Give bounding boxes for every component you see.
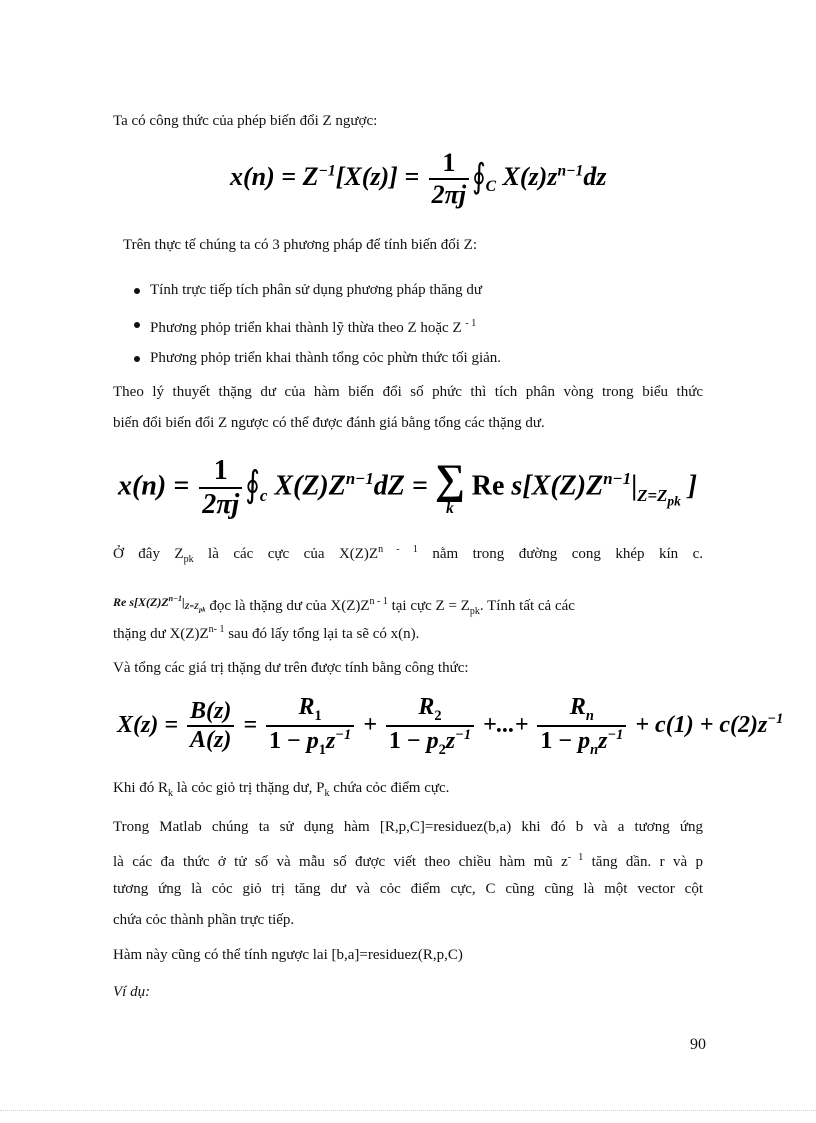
formula-residue-sum: x(n) = $\frac{1}{2\pi j}$ $∮_c$ $X(Z)Z^{n-1}dZ$ = ∑ k Re $s[X(Z)Z^{n-1}|_{Z=Z_{pk}}$ ] (118, 455, 698, 520)
when-sub-2: k (324, 788, 330, 799)
poles-sup: n - 1 (378, 544, 418, 555)
matlab-line2-b: tăng dần. r và p (591, 854, 703, 870)
reverse-residuez-line: Hàm này cũng có thể tính ngược lai [b,a]=residuez(R,p,C) (113, 947, 463, 963)
poles-description-line (113, 540, 703, 570)
intro-text: Ta có công thức của phép biến đổi Z ngược: (113, 113, 378, 129)
bullet-item-1: Tính trực tiếp tích phân sử dụng phương pháp thăng dư (150, 282, 483, 298)
when-text-1: Khi đó R (113, 780, 169, 796)
matlab-para-line-4: chứa cỏc thành phần trực tiếp. (113, 912, 295, 928)
poles-text-3: nằm trong đường cong khép kín c. (432, 546, 704, 562)
matlab-para-line-3: tương ứng là cỏc giỏ trị tăng dư và cỏc điểm cực, C cũng cũng là một vector cột (113, 881, 703, 897)
when-text-3: chứa cỏc điểm cực. (333, 780, 450, 796)
poles-sub: pk (183, 554, 194, 565)
page-number: 90 (690, 1036, 706, 1053)
matlab-line2-a: là các đa thức ở tử số và mẫu số được viết theo chiều hàm mũ z (113, 854, 568, 870)
footer-divider (0, 1110, 816, 1111)
residues-poles-line (113, 778, 449, 804)
poles-text-1: Ở đây Z (113, 546, 184, 562)
matlab-para-line-1: Trong Matlab chúng ta sử dụng hàm [R,p,C]=residuez(b,a) khi đó b và a tương ứng (113, 819, 703, 835)
bullet-dot (134, 356, 140, 362)
example-label: Ví dụ: (113, 984, 151, 1000)
residue-para-line-2: biến đổi biến đổi Z ngược có thể được đánh giá bằng tổng các thặng dư. (113, 415, 545, 431)
res2-text-2: sau đó lấy tổng lại ta sẽ có x(n). (228, 626, 420, 642)
res-text-3: . Tính tất cả các (479, 598, 575, 614)
bullet-item-3: Phương phỏp triển khai thành tổng cỏc phừn thức tối giản. (150, 350, 502, 366)
matlab-para-line-2 (113, 848, 703, 872)
inline-residue-formula: Re s[X(Z)Zn−1|Z=Zpk (113, 594, 206, 614)
when-sub-1: k (168, 788, 174, 799)
formula-inverse-z: $x(n) = Z^{-1}[X(z)]$ = $\frac{1}{2\pi j}$ $∮_C$ $X(z)z^{n-1}dz$ (230, 148, 607, 209)
sum-values-intro: Và tổng các giá trị thặng dư trên được tính bằng công thức: (113, 660, 469, 676)
formula-partial-fractions: X(z) = $\frac{B(z)}{A(z)}$ = $\frac{R_1}{1 - p_1z^{-1}}$ + $\frac{R_2}{1 - p_2z^{-1}}$ +...+ $\frac{R_n}{1 - p_nz^{-1}}$ + $c(1) + c(2)z^{-1}$ (117, 694, 784, 758)
bullet-item-2-text: Phương phỏp triển khai thành lỹ thừa theo Z hoặc Z (150, 320, 462, 336)
methods-intro-text: Trên thực tế chúng ta có 3 phương pháp để tính biến đổi Z: (123, 237, 477, 253)
when-text-2: là cỏc giỏ trị thặng dư, P (176, 780, 325, 796)
res2-sup: n- 1 (208, 624, 225, 635)
res-text-2: tại cực Z = Z (391, 598, 470, 614)
res-text-1: đọc là thặng dư của X(Z)Z (209, 598, 370, 614)
residue-para-line-1: Theo lý thuyết thặng dư của hàm biến đổi số phức thì tích phân vòng trong biểu thức (113, 384, 703, 400)
residue-definition-line (113, 589, 703, 622)
bullet-dot (134, 288, 140, 294)
bullet-item-2 (150, 314, 476, 338)
bullet-item-2-sup: - 1 (465, 318, 477, 329)
res-sub: pk (469, 606, 480, 617)
residue-sum-line (113, 620, 419, 644)
poles-text-2: là các cực của X(Z)Z (208, 546, 379, 562)
bullet-dot (134, 322, 140, 328)
res-sup: n - 1 (369, 596, 388, 607)
matlab-line2-sup: - 1 (567, 852, 584, 863)
res2-text-1: thặng dư X(Z)Z (113, 626, 209, 642)
